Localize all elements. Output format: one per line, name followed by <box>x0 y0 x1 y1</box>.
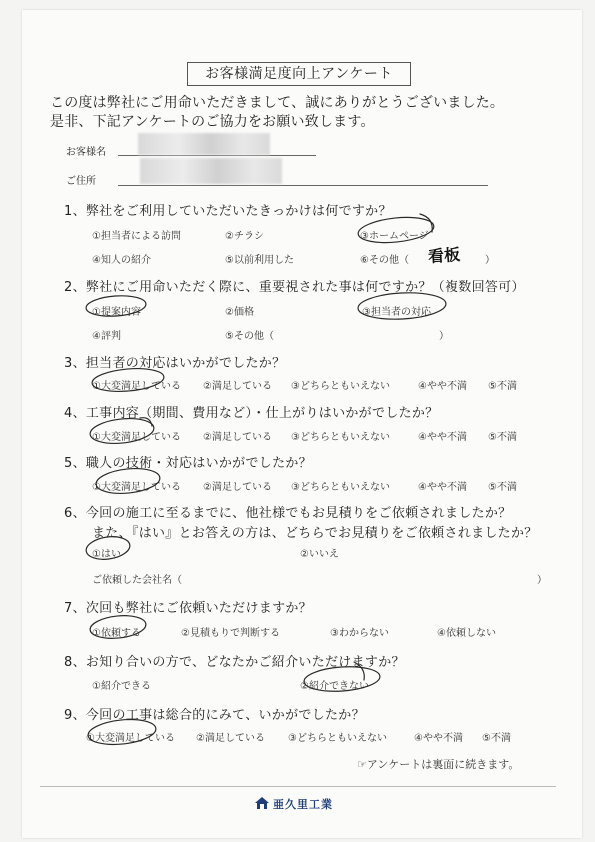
q2-option-3[interactable]: ③担当者の対応 <box>362 307 431 318</box>
q9-option-4[interactable]: ④やや不満 <box>414 733 463 744</box>
q9-option-5[interactable]: ⑤不満 <box>482 733 511 744</box>
house-logo-icon <box>254 796 270 810</box>
q1-handwritten-answer: 看板 <box>427 244 461 267</box>
question-2: 2、弊社にご用命いただく際に、重要視された事は何ですか？（複数回答可） <box>64 280 525 295</box>
q7-option-3[interactable]: ③わからない <box>330 628 389 639</box>
intro-line-1: この度は弊社にご用命いただきまして、誠にありがとうございました。 <box>50 95 505 111</box>
q9-option-3[interactable]: ③どちらともいえない <box>288 733 387 744</box>
q7-option-1[interactable]: ①依頼する <box>92 628 141 639</box>
q6-option-2[interactable]: ②いいえ <box>300 549 339 560</box>
address-field[interactable] <box>118 184 488 186</box>
q2-option-5-close: ） <box>439 331 449 342</box>
question-6-sub: また、『はい』とお答えの方は、どちらでお見積りをご依頼されましたか？ <box>92 526 538 541</box>
q1-option-5[interactable]: ⑤以前利用した <box>225 255 294 266</box>
redacted-name <box>138 133 270 155</box>
question-5: 5、職人の技術・対応はいかがでしたか？ <box>64 456 312 471</box>
q1-option-4[interactable]: ④知人の紹介 <box>92 255 151 266</box>
q8-option-1[interactable]: ①紹介できる <box>92 681 151 692</box>
question-6: 6、今回の施工に至るまでに、他社様でもお見積りをご依頼されましたか？ <box>64 506 512 521</box>
question-1: 1、弊社をご利用していただいたきっかけは何ですか？ <box>64 204 392 219</box>
q1-option-6[interactable]: ⑥その他（ <box>360 255 409 266</box>
page-title: お客様満足度向上アンケート <box>187 62 411 86</box>
q9-option-2[interactable]: ②満足している <box>196 733 265 744</box>
q2-option-1[interactable]: ①提案内容 <box>92 307 141 318</box>
q1-option-6-close: ） <box>485 255 495 266</box>
q1-option-1[interactable]: ①担当者による訪問 <box>92 231 181 242</box>
q7-option-2[interactable]: ②見積もりで判断する <box>181 628 280 639</box>
q9-option-1[interactable]: ①大変満足している <box>86 733 175 744</box>
q2-option-2[interactable]: ②価格 <box>225 307 254 318</box>
continue-note: ☞アンケートは裏面に続きます。 <box>357 758 520 771</box>
question-3: 3、担当者の対応はいかがでしたか？ <box>64 356 286 371</box>
q5-option-2[interactable]: ②満足している <box>203 482 272 493</box>
q4-option-3[interactable]: ③どちらともいえない <box>291 432 390 443</box>
q5-option-4[interactable]: ④やや不満 <box>418 482 467 493</box>
name-label: お客様名 <box>66 147 106 158</box>
q6-company-close: ） <box>537 575 547 586</box>
q5-option-1[interactable]: ①大変満足している <box>92 482 181 493</box>
q1-option-2[interactable]: ②チラシ <box>225 231 264 242</box>
q3-option-4[interactable]: ④やや不満 <box>418 381 467 392</box>
q7-option-4[interactable]: ④依頼しない <box>437 628 496 639</box>
footer-divider <box>40 786 556 787</box>
q1-option-3[interactable]: ③ホームページ <box>360 231 429 242</box>
question-4: 4、工事内容（期間、費用など）・仕上がりはいかがでしたか？ <box>64 406 439 421</box>
q3-option-3[interactable]: ③どちらともいえない <box>291 381 390 392</box>
q3-option-2[interactable]: ②満足している <box>203 381 272 392</box>
q2-option-4[interactable]: ④評判 <box>92 331 121 342</box>
q4-option-4[interactable]: ④やや不満 <box>418 432 467 443</box>
address-label: ご住所 <box>66 176 96 187</box>
q4-option-2[interactable]: ②満足している <box>203 432 272 443</box>
company-logo: 亜久里工業 <box>273 798 333 811</box>
redacted-address <box>140 158 282 184</box>
q8-option-2[interactable]: ②紹介できない <box>300 681 369 692</box>
question-9: 9、今回の工事は総合的にみて、いかがでしたか？ <box>64 708 365 723</box>
q4-option-5[interactable]: ⑤不満 <box>488 432 517 443</box>
question-7: 7、次回も弊社にご依頼いただけますか？ <box>64 601 312 616</box>
q6-company-label: ご依頼した会社名（ <box>92 575 182 586</box>
q5-option-5[interactable]: ⑤不満 <box>488 482 517 493</box>
q4-option-1[interactable]: ①大変満足している <box>92 432 181 443</box>
question-8: 8、お知り合いの方で、どなたかご紹介いただけますか？ <box>64 655 405 670</box>
q3-option-5[interactable]: ⑤不満 <box>488 381 517 392</box>
q5-option-3[interactable]: ③どちらともいえない <box>291 482 390 493</box>
q2-option-5[interactable]: ⑤その他（ <box>225 331 274 342</box>
q3-option-1[interactable]: ①大変満足している <box>92 381 181 392</box>
intro-line-2: 是非、下記アンケートのご協力をお願い致します。 <box>50 114 375 130</box>
q6-option-1[interactable]: ①はい <box>92 549 121 560</box>
